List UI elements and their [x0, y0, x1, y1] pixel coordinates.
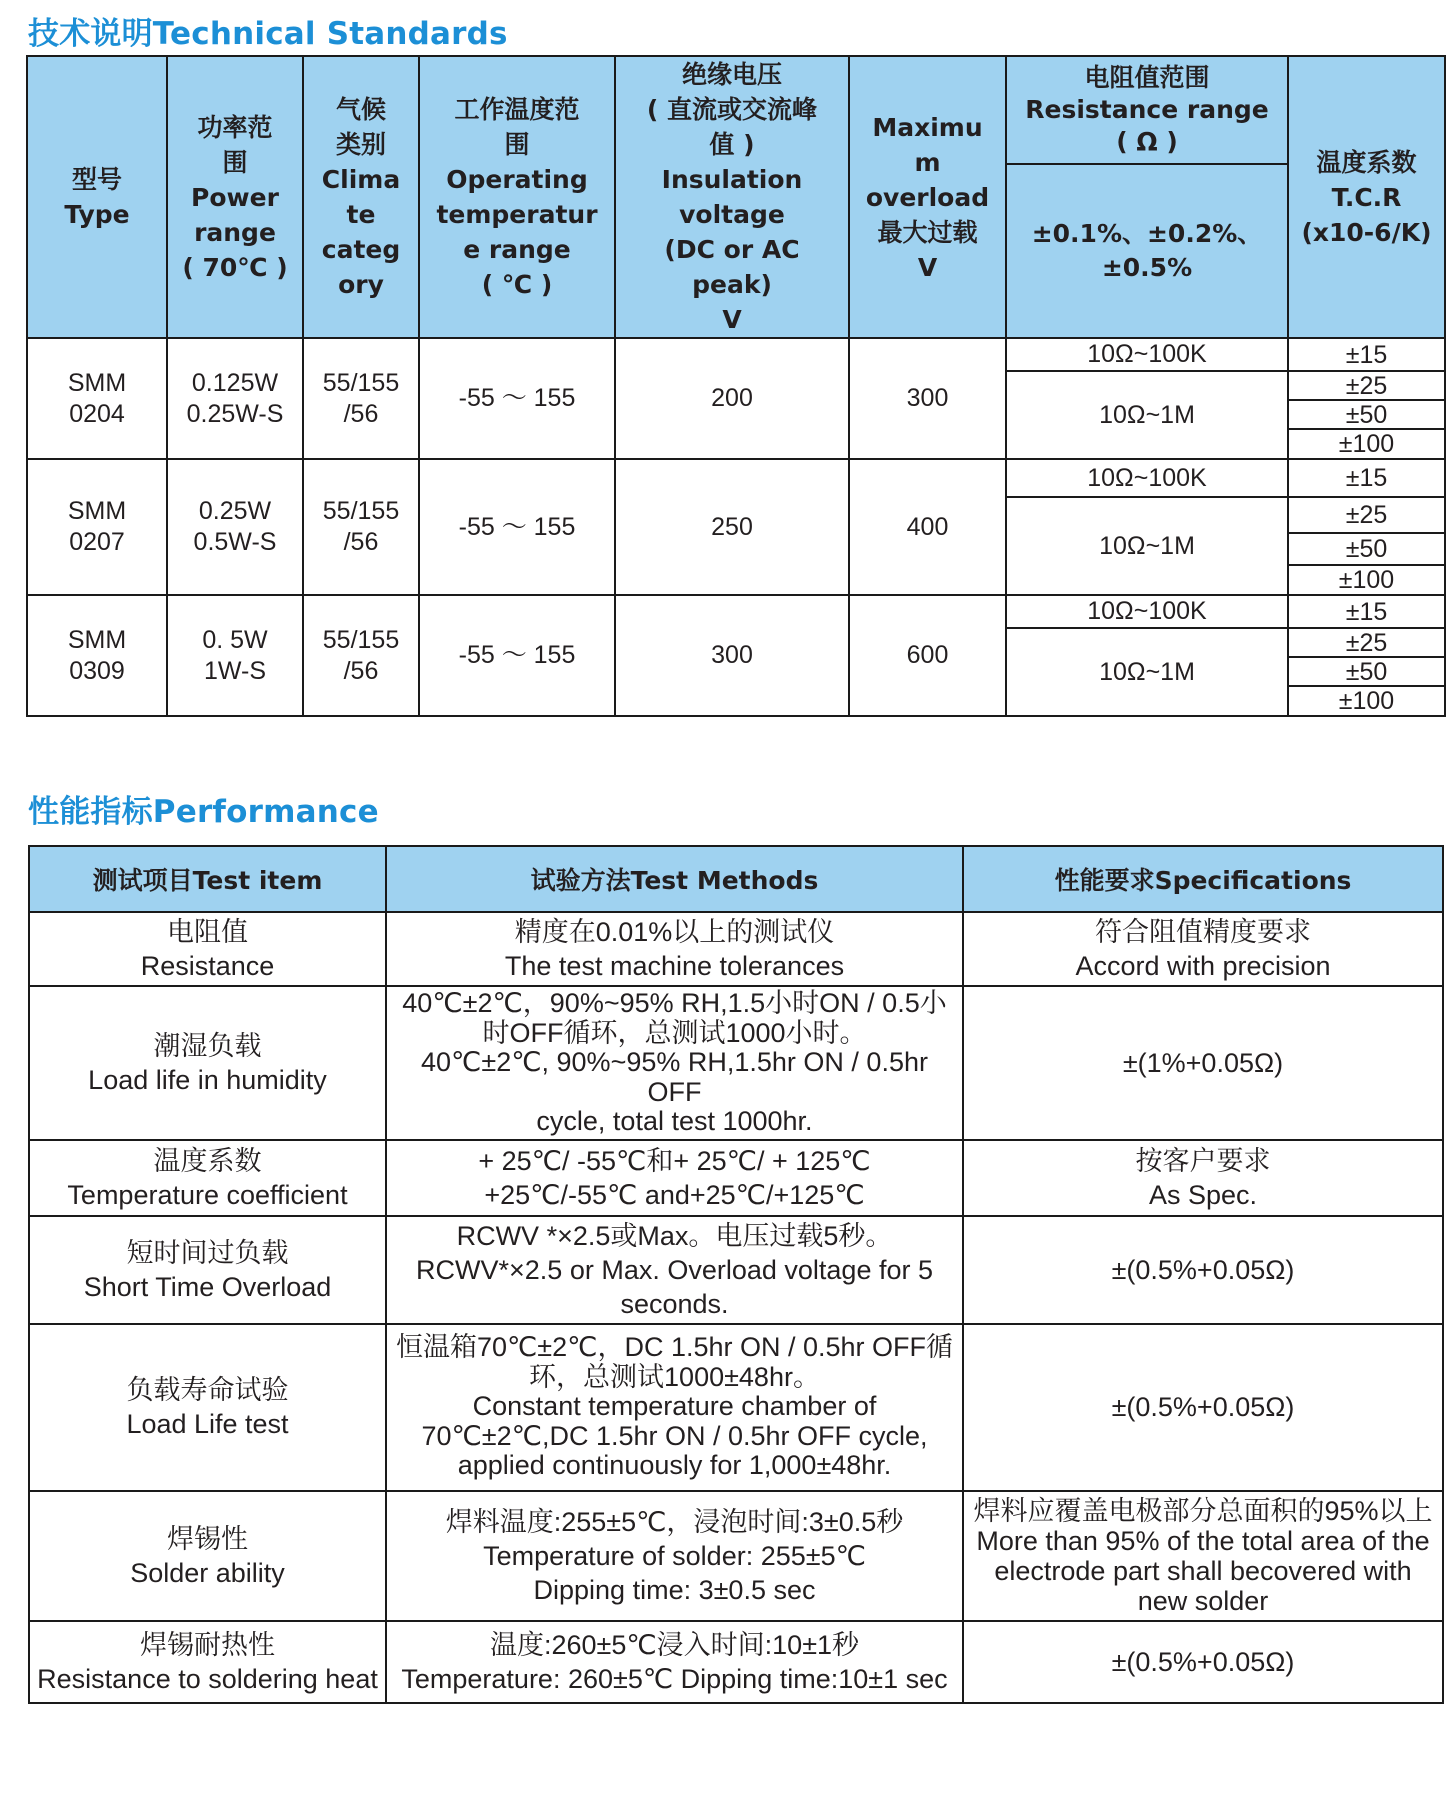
text-line: 焊料应覆盖电极部分总面积的95%以上 — [973, 1495, 1433, 1526]
text-line: SMM — [67, 625, 127, 654]
text-line: Short Time Overload — [83, 1271, 332, 1302]
text-line: 焊料温度:255±5℃，浸泡时间:3±0.5秒 — [445, 1506, 904, 1537]
text-line: 环，总测试1000±48hr。 — [529, 1361, 820, 1392]
cell-temperature: -55 ～ 155 — [419, 338, 615, 459]
header-specifications: 性能要求Specifications — [963, 846, 1443, 912]
text-line: Maximu — [872, 112, 983, 142]
text-line: Load life in humidity — [88, 1064, 327, 1095]
technical-standards-body — [27, 338, 1445, 716]
text-line: Constant temperature chamber of — [472, 1391, 877, 1422]
performance-row — [29, 1491, 1443, 1621]
cell-tcr: ±25 — [1288, 371, 1445, 400]
text-line: 温度系数 — [1316, 147, 1417, 177]
text-line: 短时间过负载 — [126, 1237, 289, 1268]
text-line: /56 — [343, 399, 379, 428]
text-line: 围 — [504, 130, 530, 159]
cell-tcr: ±100 — [1288, 686, 1445, 716]
text-line: Load Life test — [126, 1409, 289, 1439]
cell-type — [27, 338, 167, 459]
cell-tcr: ±15 — [1288, 459, 1445, 497]
text-line: /56 — [343, 656, 379, 685]
header-operating-temperature — [419, 56, 615, 338]
text-line: 符合阻值精度要求 — [1095, 917, 1311, 947]
text-line: Solder ability — [130, 1557, 285, 1588]
cell-insulation: 250 — [615, 459, 849, 595]
technical-standards-table — [26, 55, 1446, 717]
text-line: + 25℃/ -55℃和+ 25℃/ + 125℃ — [478, 1145, 871, 1176]
performance-body — [29, 912, 1443, 1703]
text-line: 55/155 — [322, 625, 400, 654]
text-line: e range — [463, 235, 571, 264]
text-line: 最大过载 — [877, 217, 978, 247]
text-line: ( ℃ ) — [481, 270, 553, 299]
cell-insulation: 200 — [615, 338, 849, 459]
text-line: 绝缘电压 — [681, 60, 782, 89]
text-line: SMM — [67, 368, 127, 397]
text-line: 55/155 — [322, 368, 400, 397]
text-line: 负载寿命试验 — [126, 1375, 289, 1405]
cell-type — [27, 595, 167, 716]
performance-row — [29, 1621, 1443, 1703]
text-line: The test machine tolerances — [504, 951, 845, 981]
text-line: Accord with precision — [1075, 951, 1331, 981]
text-line: V — [722, 305, 742, 334]
text-line: 焊锡耐热性 — [140, 1629, 275, 1660]
performance-row — [29, 986, 1443, 1140]
cell-test-method — [386, 1491, 963, 1621]
text-line: 1W-S — [203, 656, 267, 685]
text-line: overload — [865, 182, 990, 212]
text-line: /56 — [343, 528, 379, 556]
cell-range-1m: 10Ω~1M — [1006, 628, 1288, 716]
cell-test-method — [386, 986, 963, 1140]
text-line: +25℃/-55℃ and+25℃/+125℃ — [484, 1179, 865, 1210]
text-line: Temperature coefficient — [67, 1179, 348, 1210]
header-tolerance — [1006, 164, 1288, 338]
tech-row — [27, 459, 1445, 497]
text-line: 0309 — [69, 656, 125, 685]
header-resistance-range — [1006, 56, 1288, 164]
header-test-item: 测试项目Test item — [29, 846, 386, 912]
cell-test-method — [386, 1140, 963, 1216]
text-line: Power — [191, 182, 279, 212]
text-line: 类别 — [335, 130, 386, 159]
text-line: Insulation — [661, 165, 803, 194]
cell-tcr: ±50 — [1288, 657, 1445, 686]
text-line: 电阻值 — [167, 917, 248, 947]
text-line: applied continuously for 1,000±48hr. — [457, 1450, 892, 1481]
text-line: 精度在0.01%以上的测试仪 — [514, 917, 835, 947]
text-line: 值 ) — [709, 130, 755, 159]
cell-power — [167, 595, 303, 716]
header-test-methods: 试验方法Test Methods — [386, 846, 963, 912]
text-line: 55/155 — [322, 497, 400, 525]
cell-test-method — [386, 1621, 963, 1703]
text-line: Clima — [321, 165, 401, 194]
cell-climate — [303, 459, 419, 595]
cell-temperature: -55 ～ 155 — [419, 595, 615, 716]
header-tcr — [1288, 56, 1445, 338]
text-line: ±0.5% — [1101, 253, 1193, 283]
performance-table — [28, 845, 1444, 1704]
text-line: 70℃±2℃,DC 1.5hr ON / 0.5hr OFF cycle, — [421, 1420, 928, 1451]
cell-climate — [303, 595, 419, 716]
text-line: te — [346, 200, 376, 229]
tech-row — [27, 595, 1445, 628]
text-line: temperatur — [436, 200, 598, 229]
text-line: T.C.R — [1331, 182, 1402, 212]
cell-specification — [963, 1621, 1443, 1703]
cell-test-method — [386, 1216, 963, 1324]
cell-tcr: ±15 — [1288, 338, 1445, 371]
text-line: As Spec. — [1148, 1179, 1258, 1210]
text-line: Temperature: 260±5℃ Dipping time:10±1 sec — [401, 1663, 948, 1694]
text-line: 围 — [222, 147, 248, 177]
text-line: 0.25W — [198, 497, 272, 525]
cell-range-100k: 10Ω~100K — [1006, 459, 1288, 497]
text-line: 温度:260±5℃浸入时间:10±1秒 — [489, 1629, 860, 1660]
text-line: ±(0.5%+0.05Ω) — [1111, 1254, 1295, 1285]
text-line: categ — [321, 235, 401, 264]
header-power-range — [167, 56, 303, 338]
text-line: 气候 — [335, 95, 386, 124]
cell-test-item — [29, 1491, 386, 1621]
cell-overload: 300 — [849, 338, 1006, 459]
text-line: ( Ω ) — [1116, 127, 1178, 157]
cell-test-item — [29, 1140, 386, 1216]
text-line: m — [914, 147, 941, 177]
text-line: Resistance — [140, 951, 275, 981]
technical-standards-title: 技术说明Technical Standards — [28, 16, 508, 52]
cell-specification — [963, 1324, 1443, 1491]
text-line: 按客户要求 — [1135, 1145, 1271, 1176]
performance-title: 性能指标Performance — [28, 794, 379, 830]
text-line: 40℃±2℃，90%~95% RH,1.5小时ON / 0.5小 — [402, 988, 947, 1018]
cell-tcr: ±100 — [1288, 565, 1445, 595]
text-line: 功率范 — [197, 112, 273, 142]
text-line: range — [194, 217, 276, 247]
cell-climate — [303, 338, 419, 459]
text-line: RCWV*×2.5 or Max. Overload voltage for 5 — [416, 1254, 933, 1285]
text-line: RCWV *×2.5或Max。电压过载5秒。 — [456, 1220, 893, 1251]
text-line: ±0.1%、±0.2%、 — [1031, 219, 1263, 249]
cell-overload: 600 — [849, 595, 1006, 716]
text-line: Type — [64, 200, 130, 229]
cell-specification — [963, 1216, 1443, 1324]
header-climate-category — [303, 56, 419, 338]
cell-tcr: ±50 — [1288, 533, 1445, 565]
cell-overload: 400 — [849, 459, 1006, 595]
text-line: 温度系数 — [153, 1145, 262, 1176]
cell-specification — [963, 1140, 1443, 1216]
cell-range-1m: 10Ω~1M — [1006, 371, 1288, 459]
text-line: cycle, total test 1000hr. — [536, 1106, 813, 1136]
cell-tcr: ±25 — [1288, 628, 1445, 657]
text-line: (DC or AC — [664, 235, 800, 264]
text-line: ory — [338, 270, 384, 299]
text-line: ( 70℃ ) — [182, 252, 288, 282]
cell-specification — [963, 986, 1443, 1140]
performance-row — [29, 1324, 1443, 1491]
text-line: 型号 — [71, 165, 122, 194]
performance-row — [29, 1216, 1443, 1324]
cell-specification — [963, 912, 1443, 986]
text-line: 0. 5W — [202, 625, 268, 654]
cell-tcr: ±25 — [1288, 497, 1445, 533]
cell-power — [167, 338, 303, 459]
cell-test-item — [29, 986, 386, 1140]
performance-row — [29, 1140, 1443, 1216]
cell-tcr: ±100 — [1288, 429, 1445, 459]
text-line: 0.5W-S — [193, 528, 277, 556]
text-line: Dipping time: 3±0.5 sec — [533, 1574, 816, 1605]
cell-test-item — [29, 1216, 386, 1324]
header-insulation-voltage — [615, 56, 849, 338]
cell-test-item — [29, 1324, 386, 1491]
performance-row — [29, 912, 1443, 986]
text-line: Resistance range — [1025, 95, 1269, 125]
text-line: Temperature of solder: 255±5℃ — [483, 1540, 866, 1571]
cell-test-method — [386, 912, 963, 986]
text-line: new solder — [1137, 1585, 1269, 1616]
text-line: ±(0.5%+0.05Ω) — [1111, 1392, 1295, 1422]
text-line: 0.125W — [191, 368, 279, 397]
text-line: (x10-6/K) — [1301, 217, 1432, 247]
text-line: V — [917, 252, 938, 282]
text-line: Operating — [446, 165, 588, 194]
text-line: 0.25W-S — [186, 399, 284, 428]
text-line: 时OFF循环，总测试1000小时。 — [482, 1017, 867, 1048]
text-line: 恒温箱70℃±2℃，DC 1.5hr ON / 0.5hr OFF循 — [395, 1332, 954, 1363]
text-line: 工作温度范 — [454, 95, 580, 124]
cell-specification — [963, 1491, 1443, 1621]
text-line: ±(1%+0.05Ω) — [1122, 1047, 1284, 1078]
tech-row — [27, 338, 1445, 371]
text-line: 0204 — [69, 399, 125, 428]
cell-insulation: 300 — [615, 595, 849, 716]
cell-range-100k: 10Ω~100K — [1006, 338, 1288, 371]
text-line: peak) — [692, 270, 772, 299]
cell-test-item — [29, 912, 386, 986]
cell-test-item — [29, 1621, 386, 1703]
header-max-overload — [849, 56, 1006, 338]
text-line: ±(0.5%+0.05Ω) — [1111, 1646, 1295, 1677]
header-type — [27, 56, 167, 338]
cell-tcr: ±15 — [1288, 595, 1445, 628]
cell-tcr: ±50 — [1288, 400, 1445, 429]
text-line: 焊锡性 — [167, 1523, 248, 1554]
text-line: Resistance to soldering heat — [37, 1663, 378, 1694]
text-line: More than 95% of the total area of the — [976, 1525, 1430, 1556]
cell-range-100k: 10Ω~100K — [1006, 595, 1288, 628]
text-line: seconds. — [620, 1288, 729, 1319]
text-line: voltage — [679, 200, 785, 229]
text-line: ( 直流或交流峰 — [646, 95, 818, 124]
text-line: 0207 — [69, 528, 125, 556]
text-line: 40℃±2℃, 90%~95% RH,1.5hr ON / 0.5hr OFF — [421, 1047, 928, 1107]
text-line: electrode part shall becovered with — [994, 1555, 1412, 1586]
cell-range-1m: 10Ω~1M — [1006, 497, 1288, 595]
cell-test-method — [386, 1324, 963, 1491]
cell-type — [27, 459, 167, 595]
cell-power — [167, 459, 303, 595]
text-line: SMM — [67, 497, 127, 525]
text-line: 潮湿负载 — [153, 1030, 262, 1061]
cell-temperature: -55 ～ 155 — [419, 459, 615, 595]
text-line: 电阻值范围 — [1084, 63, 1210, 93]
